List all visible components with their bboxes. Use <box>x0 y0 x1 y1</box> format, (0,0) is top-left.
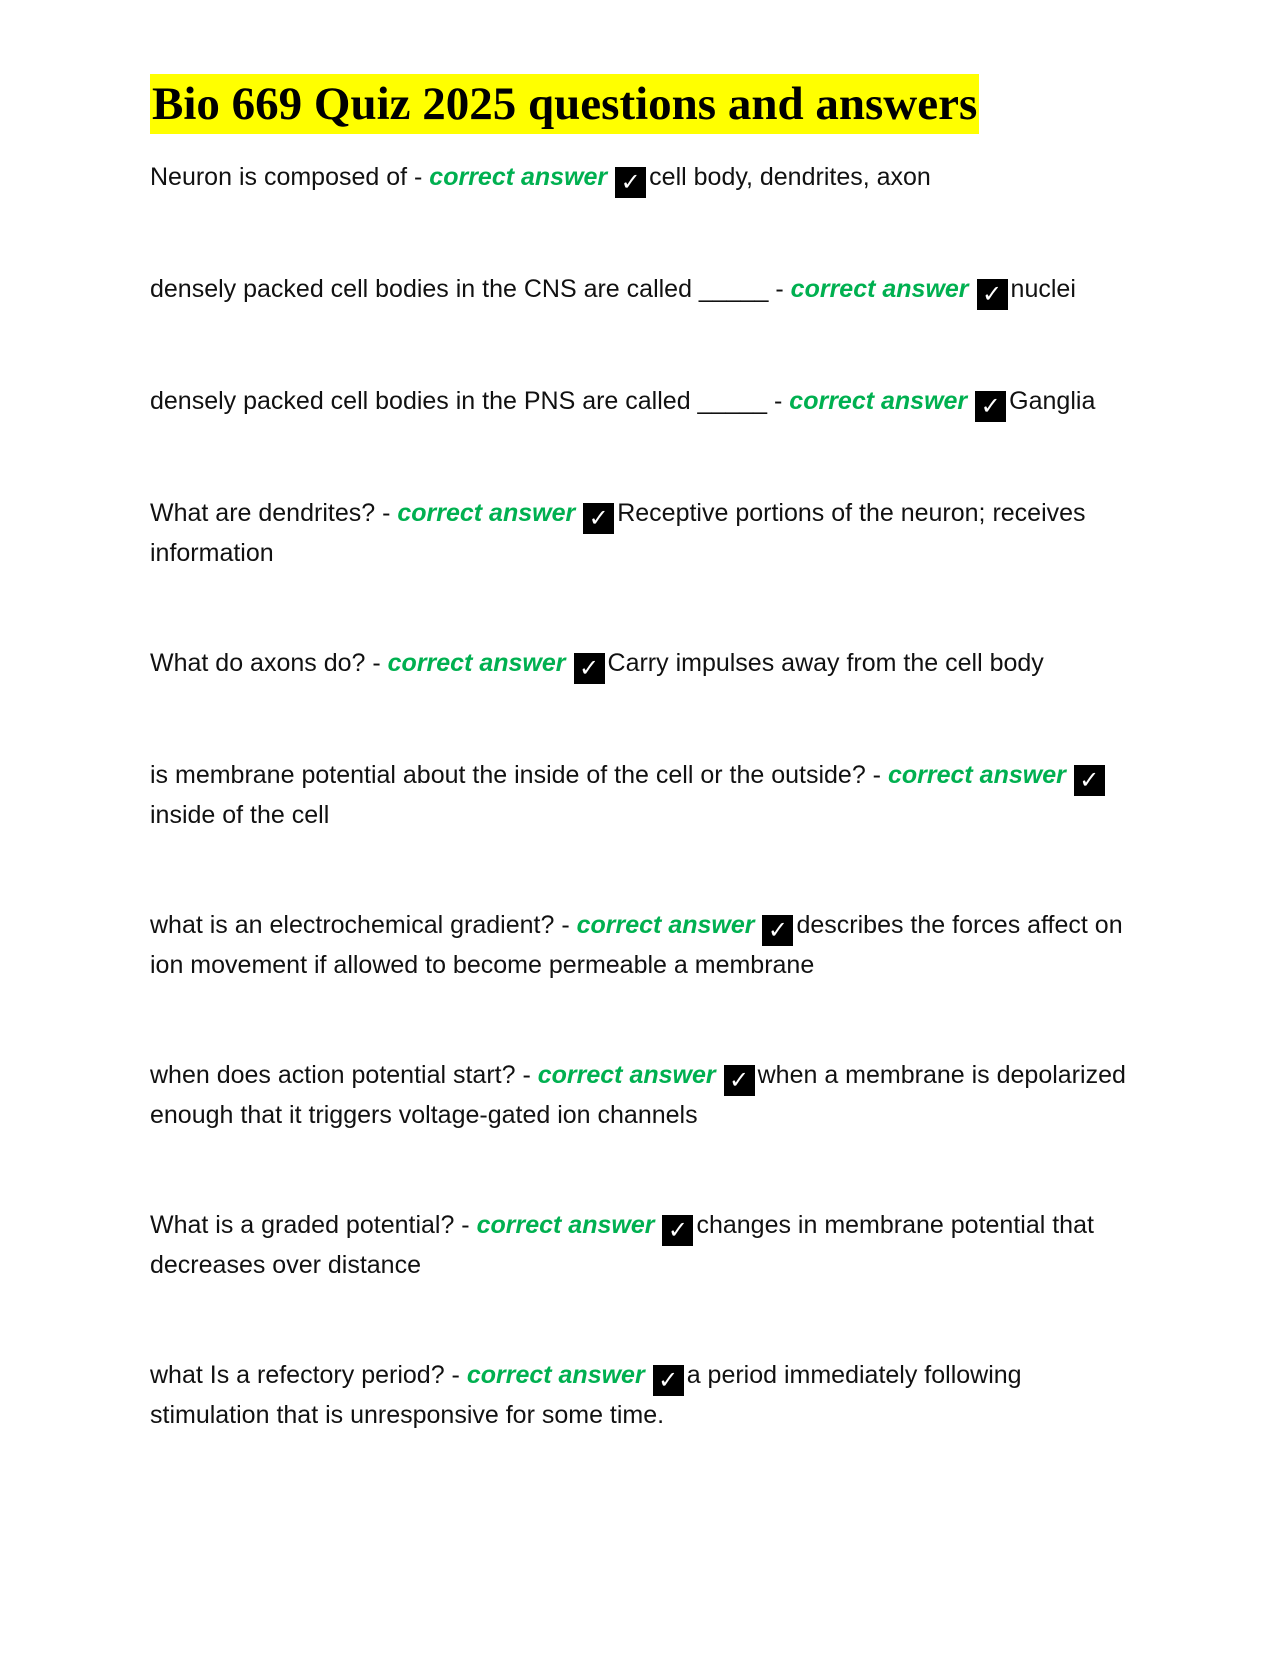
qa-item <box>150 494 1130 572</box>
checkmark-icon: ✓ <box>574 653 605 684</box>
correct-answer-label: correct answer <box>387 649 566 677</box>
qa-item <box>150 644 1130 684</box>
question-text: when does action potential start? - <box>150 1061 538 1089</box>
correct-answer-label: correct answer <box>397 499 576 527</box>
checkmark-icon: ✓ <box>724 1065 755 1096</box>
qa-item <box>150 1206 1130 1284</box>
document-title: Bio 669 Quiz 2025 questions and answers <box>150 74 979 134</box>
document-page <box>150 74 1130 1434</box>
correct-answer-label: correct answer <box>429 163 608 191</box>
answer-text: inside of the cell <box>150 801 330 829</box>
checkmark-icon: ✓ <box>977 279 1008 310</box>
correct-answer-label: correct answer <box>789 387 968 415</box>
question-text: is membrane potential about the inside of the cell or the outside? - <box>150 761 888 789</box>
qa-item <box>150 906 1130 984</box>
question-text: densely packed cell bodies in the PNS are called _____ - <box>150 387 790 415</box>
answer-text: describes the forces affect on ion movement if allowed to become permeable a membrane <box>150 911 1123 979</box>
correct-answer-label: correct answer <box>537 1061 716 1089</box>
checkmark-icon: ✓ <box>583 503 614 534</box>
correct-answer-label: correct answer <box>466 1361 645 1389</box>
question-text: densely packed cell bodies in the CNS are called _____ - <box>150 275 791 303</box>
title-row <box>150 74 1130 134</box>
checkmark-icon: ✓ <box>975 391 1006 422</box>
question-text: What do axons do? - <box>150 649 388 677</box>
answer-text: changes in membrane potential that decreases over distance <box>150 1211 1094 1279</box>
checkmark-icon: ✓ <box>653 1365 684 1396</box>
correct-answer-label: correct answer <box>476 1211 655 1239</box>
answer-text: Receptive portions of the neuron; receives information <box>150 499 1086 567</box>
qa-item <box>150 1056 1130 1134</box>
checkmark-icon: ✓ <box>662 1215 693 1246</box>
question-text: What is a graded potential? - <box>150 1211 477 1239</box>
qa-item <box>150 270 1130 310</box>
answer-text: a period immediately following stimulation that is unresponsive for some time. <box>150 1361 1022 1429</box>
answer-text: when a membrane is depolarized enough that it triggers voltage-gated ion channels <box>150 1061 1126 1129</box>
checkmark-icon: ✓ <box>615 167 646 198</box>
qa-item <box>150 382 1130 422</box>
checkmark-icon: ✓ <box>1074 765 1105 796</box>
correct-answer-label: correct answer <box>790 275 969 303</box>
correct-answer-label: correct answer <box>576 911 755 939</box>
checkmark-icon: ✓ <box>762 915 793 946</box>
answer-text: nuclei <box>1010 275 1076 303</box>
qa-item <box>150 1356 1130 1434</box>
answer-text: Ganglia <box>1009 387 1096 415</box>
qa-item <box>150 158 1130 198</box>
answer-text: cell body, dendrites, axon <box>649 163 931 191</box>
qa-item <box>150 756 1130 834</box>
answer-text: Carry impulses away from the cell body <box>607 649 1044 677</box>
correct-answer-label: correct answer <box>887 761 1066 789</box>
question-text: Neuron is composed of - <box>150 163 430 191</box>
question-text: what is an electrochemical gradient? - <box>150 911 577 939</box>
question-text: What are dendrites? - <box>150 499 398 527</box>
question-text: what Is a refectory period? - <box>150 1361 467 1389</box>
